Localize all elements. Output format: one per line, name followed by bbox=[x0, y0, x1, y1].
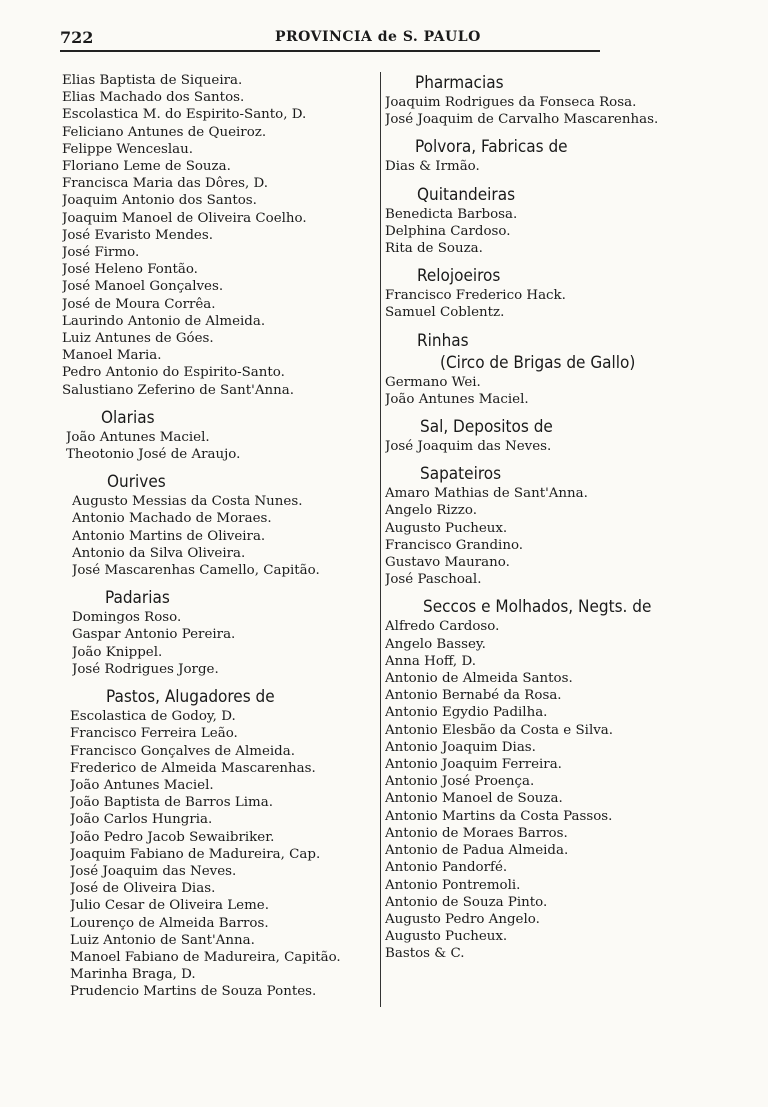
list-item: Antonio Martins de Oliveira. bbox=[72, 528, 266, 544]
list-item: Gaspar Antonio Pereira. bbox=[72, 627, 236, 643]
list-item: Antonio Egydio Padilha. bbox=[385, 705, 548, 721]
list-item: José Joaquim de Carvalho Mascarenhas. bbox=[385, 112, 659, 128]
list-item: Augusto Pedro Angelo. bbox=[385, 911, 540, 927]
list-item: Francisco Frederico Hack. bbox=[385, 288, 566, 304]
section-subheading: (Circo de Brigas de Gallo) bbox=[440, 352, 636, 373]
list-item: Angelo Bassey. bbox=[385, 636, 486, 652]
list-item: Augusto Pucheux. bbox=[385, 929, 508, 945]
list-item: José Paschoal. bbox=[385, 572, 482, 588]
right-column bbox=[385, 72, 715, 963]
list-item: Elias Machado dos Santos. bbox=[62, 90, 245, 106]
list-item: Luiz Antonio de Sant'Anna. bbox=[70, 932, 255, 948]
list-item: Escolastica M. do Espirito-Santo, D. bbox=[62, 107, 307, 123]
list-item: Alfredo Cardoso. bbox=[385, 619, 500, 635]
list-item: Angelo Rizzo. bbox=[385, 503, 477, 519]
list-item: Augusto Messias da Costa Nunes. bbox=[72, 494, 303, 510]
list-item: Prudencio Martins de Souza Pontes. bbox=[70, 984, 317, 1000]
section-heading: Seccos e Molhados, Negts. de bbox=[423, 597, 652, 618]
list-item: Antonio Joaquim Ferreira. bbox=[385, 757, 562, 773]
section-pharmacias bbox=[385, 72, 715, 128]
list-item: João Antunes Maciel. bbox=[385, 391, 529, 407]
list-item: José Mascarenhas Camello, Capitão. bbox=[72, 563, 320, 579]
list-item: Antonio Machado de Moraes. bbox=[72, 511, 272, 527]
list-item: Salustiano Zeferino de Sant'Anna. bbox=[62, 382, 295, 398]
list-item: Antonio de Moraes Barros. bbox=[385, 825, 568, 841]
list-item: José Firmo. bbox=[62, 245, 140, 261]
list-item: Domingos Roso. bbox=[72, 610, 182, 626]
list-item: Francisco Ferreira Leão. bbox=[70, 726, 238, 742]
list-item: Samuel Coblentz. bbox=[385, 305, 505, 321]
list-item: Delphina Cardoso. bbox=[385, 223, 511, 239]
list-item: Rita de Souza. bbox=[385, 241, 483, 257]
list-item: Joaquim Antonio dos Santos. bbox=[62, 193, 257, 209]
continued-list bbox=[62, 72, 378, 399]
list-item: Antonio José Proença. bbox=[385, 774, 535, 790]
list-item: João Baptista de Barros Lima. bbox=[70, 795, 273, 811]
list-item: João Antunes Maciel. bbox=[70, 777, 214, 793]
section-heading: Sal, Depositos de bbox=[420, 417, 553, 438]
section-heading: Relojoeiros bbox=[417, 266, 501, 287]
column-divider bbox=[380, 72, 381, 1007]
list-item: Antonio de Padua Almeida. bbox=[385, 843, 569, 859]
list-item: João Antunes Maciel. bbox=[66, 429, 210, 445]
list-item: Antonio de Souza Pinto. bbox=[385, 894, 548, 910]
list-item: Joaquim Manoel de Oliveira Coelho. bbox=[62, 210, 307, 226]
list-item: Felippe Wenceslau. bbox=[62, 141, 194, 157]
list-item: Antonio de Almeida Santos. bbox=[385, 671, 573, 687]
list-item: Theotonio José de Araujo. bbox=[66, 447, 241, 463]
header-rule bbox=[60, 50, 600, 52]
list-item: Antonio Pontremoli. bbox=[385, 877, 521, 893]
list-item: José Evaristo Mendes. bbox=[62, 227, 213, 243]
list-item: José Joaquim das Neves. bbox=[70, 863, 237, 879]
list-item: Frederico de Almeida Mascarenhas. bbox=[70, 760, 316, 776]
page-header bbox=[60, 28, 600, 50]
list-item: Julio Cesar de Oliveira Leme. bbox=[70, 898, 269, 914]
list-item: Benedicta Barbosa. bbox=[385, 206, 518, 222]
list-item: Lourenço de Almeida Barros. bbox=[70, 915, 269, 931]
list-item: Antonio da Silva Oliveira. bbox=[72, 545, 246, 561]
list-item: Francisco Gonçalves de Almeida. bbox=[70, 743, 295, 759]
list-item: Bastos & C. bbox=[385, 946, 465, 962]
list-item: José Heleno Fontão. bbox=[62, 262, 198, 278]
list-item: João Pedro Jacob Sewaibriker. bbox=[70, 829, 275, 845]
section-padarias bbox=[62, 587, 378, 678]
list-item: João Knippel. bbox=[72, 644, 163, 660]
running-title: PROVINCIA de S. PAULO bbox=[275, 29, 481, 45]
section-heading: Sapateiros bbox=[420, 464, 502, 485]
list-item: Antonio Joaquim Dias. bbox=[385, 739, 536, 755]
section-pastos bbox=[62, 686, 378, 1000]
list-item: José de Moura Corrêa. bbox=[62, 296, 216, 312]
list-item: José Rodrigues Jorge. bbox=[72, 661, 219, 677]
list-item: Marinha Braga, D. bbox=[70, 967, 196, 983]
page-number: 722 bbox=[60, 28, 94, 47]
section-seccos bbox=[385, 596, 715, 962]
list-item: Manoel Maria. bbox=[62, 348, 162, 364]
list-item: Amaro Mathias de Sant'Anna. bbox=[385, 486, 588, 502]
list-item: Feliciano Antunes de Queiroz. bbox=[62, 124, 267, 140]
section-heading: Padarias bbox=[105, 588, 170, 609]
section-heading: Quitandeiras bbox=[417, 184, 516, 205]
left-column bbox=[62, 72, 378, 1001]
list-item: Elias Baptista de Siqueira. bbox=[62, 73, 243, 88]
section-sal bbox=[385, 416, 715, 455]
section-sapateiros bbox=[385, 463, 715, 588]
section-heading: Pharmacias bbox=[415, 73, 504, 93]
list-item: Antonio Elesbão da Costa e Silva. bbox=[385, 722, 614, 738]
list-item: Gustavo Maurano. bbox=[385, 555, 510, 571]
list-item: Dias & Irmão. bbox=[385, 159, 480, 175]
list-item: Pedro Antonio do Espirito-Santo. bbox=[62, 365, 285, 381]
list-item: Joaquim Fabiano de Madureira, Cap. bbox=[70, 846, 321, 862]
list-item: Augusto Pucheux. bbox=[385, 520, 508, 536]
list-item: José de Oliveira Dias. bbox=[70, 881, 216, 897]
section-heading: Rinhas bbox=[417, 330, 469, 351]
section-ourives bbox=[62, 471, 378, 579]
list-item: Germano Wei. bbox=[385, 374, 481, 390]
section-heading: Pastos, Alugadores de bbox=[106, 687, 275, 708]
section-olarias bbox=[62, 407, 378, 463]
section-polvora bbox=[385, 136, 715, 175]
section-relojoeiros bbox=[385, 265, 715, 321]
list-item: Francisca Maria das Dôres, D. bbox=[62, 176, 269, 192]
section-heading: Olarias bbox=[101, 407, 155, 428]
section-quitandeiras bbox=[385, 184, 715, 258]
list-item: José Joaquim das Neves. bbox=[385, 439, 552, 455]
list-item: Manoel Fabiano de Madureira, Capitão. bbox=[70, 949, 341, 965]
list-item: Floriano Leme de Souza. bbox=[62, 159, 231, 175]
list-item: Escolastica de Godoy, D. bbox=[70, 709, 236, 725]
list-item: Luiz Antunes de Góes. bbox=[62, 331, 214, 347]
list-item: Antonio Manoel de Souza. bbox=[385, 791, 563, 807]
list-item: Francisco Grandino. bbox=[385, 537, 524, 553]
list-item: José Manoel Gonçalves. bbox=[62, 279, 224, 295]
list-item: Antonio Pandorfé. bbox=[385, 860, 508, 876]
list-item: Joaquim Rodrigues da Fonseca Rosa. bbox=[385, 95, 637, 110]
list-item: Antonio Bernabé da Rosa. bbox=[385, 688, 562, 704]
list-item: João Carlos Hungria. bbox=[70, 812, 213, 828]
list-item: Anna Hoff, D. bbox=[385, 653, 476, 669]
section-heading: Ourives bbox=[107, 472, 166, 493]
list-item: Antonio Martins da Costa Passos. bbox=[385, 808, 613, 824]
section-rinhas bbox=[385, 330, 715, 408]
list-item: Laurindo Antonio de Almeida. bbox=[62, 313, 266, 329]
section-heading: Polvora, Fabricas de bbox=[415, 137, 568, 158]
